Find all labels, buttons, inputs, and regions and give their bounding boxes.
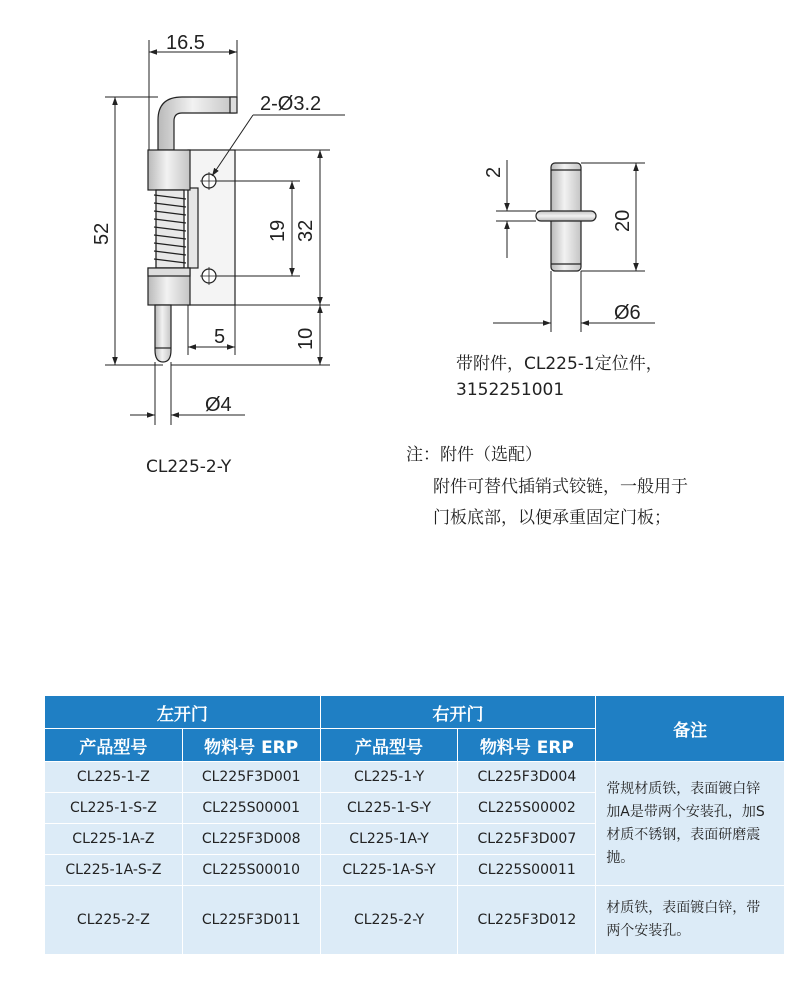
remark-cl225-2: 材质铁，表面镀白锌，带两个安装孔。 — [596, 886, 785, 955]
cell-right-model: CL225-1-S-Y — [320, 793, 458, 824]
header-erp-right: 物料号 ERP — [458, 729, 596, 762]
dim-total-height: 52 — [91, 222, 113, 245]
dim-pin-length: 10 — [295, 327, 317, 350]
cell-right-model: CL225-1A-Y — [320, 824, 458, 855]
note-line-3: 门板底部，以便承重固定门板； — [433, 508, 671, 528]
table-row — [45, 762, 785, 793]
cell-left-model: CL225-1-S-Z — [45, 793, 183, 824]
cell-left-erp: CL225S00001 — [182, 793, 320, 824]
cell-left-model: CL225-1-Z — [45, 762, 183, 793]
cell-right-erp: CL225F3D004 — [458, 762, 596, 793]
dim-top-width: 16.5 — [166, 32, 205, 54]
dim-pin-length-20: 20 — [612, 209, 634, 232]
cell-left-erp: CL225F3D001 — [182, 762, 320, 793]
pin-caption-line1: 带附件，CL225-1定位件， — [456, 354, 663, 374]
cell-right-model: CL225-2-Y — [320, 886, 458, 955]
cell-right-erp: CL225S00002 — [458, 793, 596, 824]
cell-left-erp: CL225S00010 — [182, 855, 320, 886]
cell-right-model: CL225-1-Y — [320, 762, 458, 793]
cell-right-erp: CL225F3D007 — [458, 824, 596, 855]
header-right-door: 右开门 — [320, 696, 596, 729]
dim-plate-height: 32 — [295, 219, 317, 242]
dim-hole-spacing: 19 — [267, 219, 289, 242]
cell-left-model: CL225-2-Z — [45, 886, 183, 955]
header-remark: 备注 — [596, 696, 785, 762]
header-model-right: 产品型号 — [320, 729, 458, 762]
cell-right-model: CL225-1A-S-Y — [320, 855, 458, 886]
note-title: 注：附件（选配） — [406, 445, 542, 465]
dim-hole-label: 2-Ø3.2 — [260, 93, 322, 115]
header-left-door: 左开门 — [45, 696, 321, 729]
cell-left-model: CL225-1A-S-Z — [45, 855, 183, 886]
dim-collar: 2 — [483, 166, 505, 178]
spring — [154, 190, 186, 268]
remark-standard: 常规材质铁，表面镀白锌加A是带两个安装孔，加S材质不锈钢，表面研磨震抛。 — [596, 762, 785, 886]
spec-table — [44, 695, 785, 955]
hinge-drawing — [148, 97, 237, 362]
cell-left-model: CL225-1A-Z — [45, 824, 183, 855]
cell-left-erp: CL225F3D008 — [182, 824, 320, 855]
model-label: CL225-2-Y — [146, 457, 232, 477]
cell-right-erp: CL225S00011 — [458, 855, 596, 886]
pin-caption-line2: 3152251001 — [456, 380, 565, 400]
header-erp-left: 物料号 ERP — [182, 729, 320, 762]
note-line-2: 附件可替代插销式铰链，一般用于 — [433, 477, 688, 497]
dim-pin-dia-6: Ø6 — [614, 302, 641, 324]
cell-left-erp: CL225F3D011 — [182, 886, 320, 955]
dim-pin-dia: Ø4 — [205, 394, 232, 416]
table-row — [45, 886, 785, 955]
dim-pin-offset: 5 — [214, 326, 226, 348]
cell-right-erp: CL225F3D012 — [458, 886, 596, 955]
locating-pin-drawing — [536, 163, 596, 271]
header-model-left: 产品型号 — [45, 729, 183, 762]
